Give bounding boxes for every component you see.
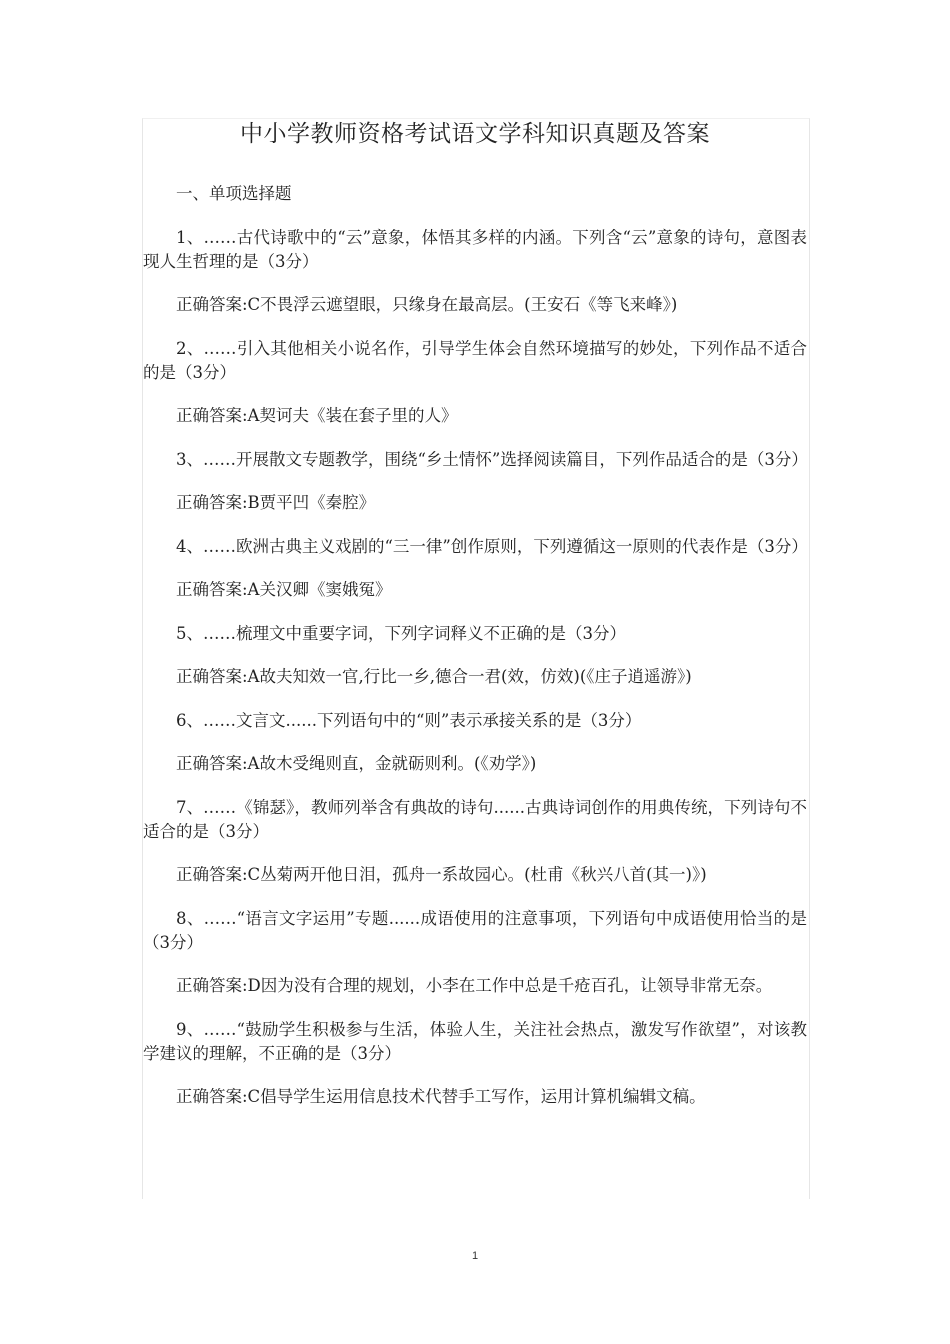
- answer-5: 正确答案:A故夫知效一官,行比一乡,德合一君(效，仿效)(《庄子逍遥游》): [176, 667, 692, 686]
- answer-7: 正确答案:C丛菊两开他日泪，孤舟一系故园心。(杜甫《秋兴八首(其一)》): [176, 865, 707, 884]
- answer-3: 正确答案:B贾平凹《秦腔》: [176, 493, 376, 512]
- question-5: 5、……梳理文中重要字词，下列字词释义不正确的是（3分）: [176, 624, 626, 643]
- question-1: 1、……古代诗歌中的“云”意象，体悟其多样的内涵。下列含“云”意象的诗句，意图表现人生哲理的是（3分）: [143, 228, 807, 271]
- question-7: 7、……《锦瑟》，教师列举含有典故的诗句......古典诗词创作的用典传统，下列诗句不适合的是（3分）: [143, 798, 807, 841]
- document-body: [143, 118, 807, 1109]
- question-4: 4、……欧洲古典主义戏剧的“三一律”创作原则，下列遵循这一原则的代表作是（3分）: [176, 537, 808, 556]
- question-6: 6、……文言文......下列语句中的“则”表示承接关系的是（3分）: [176, 711, 642, 730]
- answer-6: 正确答案:A故木受绳则直，金就砺则利。(《劝学》): [176, 754, 537, 773]
- answer-2: 正确答案:A契诃夫《装在套子里的人》: [176, 406, 458, 425]
- question-9: 9、……“鼓励学生积极参与生活，体验人生，关注社会热点，激发写作欲望”，对该教学建议的理解，不正确的是（3分）: [143, 1020, 807, 1063]
- answer-4: 正确答案:A关汉卿《窦娥冤》: [176, 580, 392, 599]
- answer-9: 正确答案:C倡导学生运用信息技术代替手工写作，运用计算机编辑文稿。: [176, 1087, 706, 1106]
- answer-8: 正确答案:D因为没有合理的规划，小李在工作中总是千疮百孔，让领导非常无奈。: [176, 976, 773, 995]
- question-3: 3、……开展散文专题教学，围绕“乡土情怀”选择阅读篇目，下列作品适合的是（3分）: [176, 450, 808, 469]
- answer-1: 正确答案:C不畏浮云遮望眼，只缘身在最高层。(王安石《等飞来峰》): [176, 295, 678, 314]
- page-number: 1: [471, 1250, 479, 1262]
- document-title: 中小学教师资格考试语文学科知识真题及答案: [240, 121, 710, 147]
- section-heading: 一、单项选择题: [176, 184, 292, 203]
- question-8: 8、……“语言文字运用”专题......成语使用的注意事项，下列语句中成语使用恰当的是（3分）: [143, 909, 807, 952]
- question-2: 2、……引入其他相关小说名作，引导学生体会自然环境描写的妙处，下列作品不适合的是（3分）: [143, 339, 807, 382]
